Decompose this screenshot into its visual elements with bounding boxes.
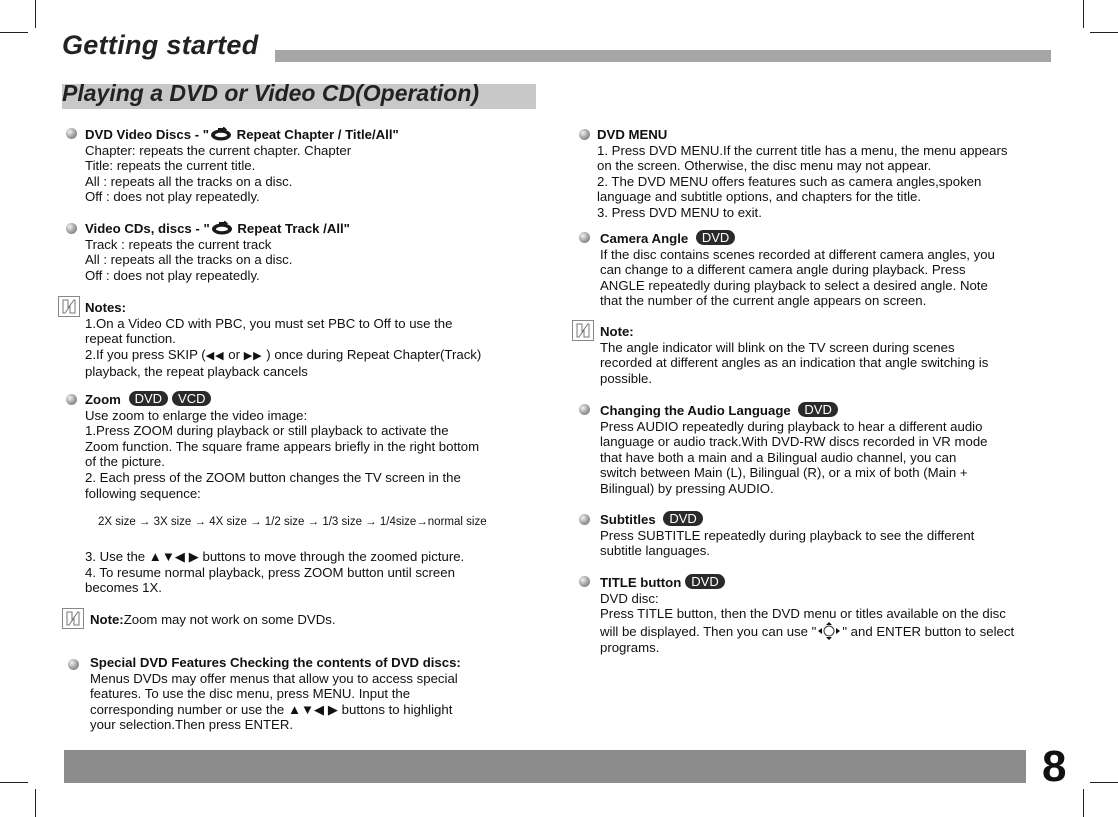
text-line: following sequence: bbox=[85, 485, 201, 501]
text-line: 4. To resume normal playback, press ZOOM button until screen bbox=[85, 564, 455, 580]
vcd-repeat-section bbox=[85, 221, 350, 283]
note-icon bbox=[58, 296, 80, 317]
arrows-icon: ▲▼◀ ▶ bbox=[148, 549, 199, 564]
audio-language-section bbox=[600, 402, 988, 497]
dvd-badge: DVD bbox=[129, 391, 168, 406]
text-line: 3. Press DVD MENU to exit. bbox=[597, 204, 762, 220]
text-line: can change to a different camera angle during playback. Press bbox=[600, 262, 966, 278]
text-line: Zoom function. The square frame appears briefly in the right bottom bbox=[85, 438, 480, 454]
text-line: Chapter: repeats the current chapter. Chapter bbox=[85, 142, 352, 158]
camera-angle-section bbox=[600, 230, 995, 309]
text-line: 2. Each press of the ZOOM button changes the TV screen in the bbox=[85, 469, 461, 485]
zoom-section bbox=[85, 391, 479, 501]
repeat-notes bbox=[85, 300, 481, 380]
crop-mark bbox=[35, 789, 36, 817]
dvd-repeat-section bbox=[85, 127, 399, 205]
text-line: will be displayed. Then you can use " " and ENTER button to select bbox=[600, 623, 1015, 639]
prev-icon: ◀◀ bbox=[205, 349, 225, 362]
bullet-icon bbox=[579, 129, 590, 140]
text-line: DVD disc: bbox=[600, 590, 659, 606]
crop-mark bbox=[1083, 789, 1084, 817]
text-line: that the number of the current angle appears on screen. bbox=[600, 293, 927, 309]
next-icon: ▶▶ bbox=[243, 349, 263, 362]
bullet-icon bbox=[579, 404, 590, 415]
text-line: switch between Main (L), Bilingual (R), or a mix of both (Main + bbox=[600, 465, 968, 481]
subtitles-section bbox=[600, 511, 974, 559]
text-line: If the disc contains scenes recorded at different camera angles, you bbox=[600, 246, 995, 262]
subtitles-heading: Subtitles DVD bbox=[600, 511, 974, 528]
page-title: Getting started bbox=[62, 30, 259, 60]
repeat-icon bbox=[209, 127, 233, 141]
text-line: corresponding number or use the ▲▼◀ ▶ buttons to highlight bbox=[90, 701, 453, 717]
audio-language-heading: Changing the Audio Language DVD bbox=[600, 402, 988, 419]
text-line: Note:Zoom may not work on some DVDs. bbox=[90, 612, 336, 627]
repeat-icon bbox=[210, 221, 234, 235]
text-line: 2. The DVD MENU offers features such as camera angles,spoken bbox=[597, 173, 982, 189]
text-line: Off : does not play repeatedly. bbox=[85, 267, 260, 283]
crop-mark bbox=[1090, 782, 1118, 783]
text-line: 1. Press DVD MENU.If the current title has a menu, the menu appears bbox=[597, 142, 1008, 158]
crop-mark bbox=[1083, 0, 1084, 28]
text-line: ANGLE repeatedly during playback to select a desired angle. Note bbox=[600, 277, 988, 293]
bullet-icon bbox=[66, 223, 77, 234]
note-heading: Note: bbox=[600, 324, 634, 339]
text-line: Off : does not play repeatedly. bbox=[85, 189, 260, 205]
crop-mark bbox=[0, 32, 28, 33]
dvd-badge: DVD bbox=[798, 402, 837, 417]
camera-angle-heading: Camera Angle DVD bbox=[600, 230, 995, 247]
text-line: Press AUDIO repeatedly during playback to hear a different audio bbox=[600, 418, 983, 434]
section-title: Playing a DVD or Video CD(Operation) bbox=[62, 80, 480, 106]
dvd-menu-heading: DVD MENU bbox=[597, 127, 668, 142]
note-icon bbox=[62, 608, 84, 629]
dvd-menu-section bbox=[597, 127, 1007, 221]
special-features-section bbox=[90, 655, 461, 733]
dvd-badge: DVD bbox=[696, 230, 735, 245]
text-line: features. To use the disc menu, press MENU. Input the bbox=[90, 686, 411, 702]
text-line: All : repeats all the tracks on a disc. bbox=[85, 252, 293, 268]
dvd-badge: DVD bbox=[685, 574, 724, 589]
text-line: becomes 1X. bbox=[85, 580, 162, 596]
footer-bar bbox=[64, 750, 1026, 783]
bullet-icon bbox=[66, 394, 77, 405]
zoom-heading: Zoom DVD VCD bbox=[85, 391, 479, 408]
text-line: The angle indicator will blink on the TV screen during scenes bbox=[600, 339, 955, 355]
bullet-icon bbox=[68, 659, 79, 670]
zoom-section-cont bbox=[85, 549, 464, 596]
notes-heading: Notes: bbox=[85, 300, 127, 315]
vcd-badge: VCD bbox=[172, 391, 211, 406]
text-line: All : repeats all the tracks on a disc. bbox=[85, 173, 293, 189]
arrows-icon: ▲▼◀ ▶ bbox=[287, 701, 338, 717]
bullet-icon bbox=[579, 232, 590, 243]
text-line: Title: repeats the current title. bbox=[85, 158, 256, 174]
text-line: playback, the repeat playback cancels bbox=[85, 364, 308, 380]
text-line: repeat function. bbox=[85, 331, 176, 347]
zoom-note bbox=[90, 612, 336, 628]
bullet-icon bbox=[66, 128, 77, 139]
text-line: 1.On a Video CD with PBC, you must set PBC to Off to use the bbox=[85, 315, 453, 331]
bullet-icon bbox=[579, 514, 590, 525]
text-line: Press SUBTITLE repeatedly during playback to see the different bbox=[600, 527, 975, 543]
text-line: 3. Use the ▲▼◀ ▶ buttons to move through the zoomed picture. bbox=[85, 549, 465, 564]
dvd-repeat-heading: DVD Video Discs - " Repeat Chapter / Title/All" bbox=[85, 127, 399, 142]
text-line: on the screen. Otherwise, the disc menu may not appear. bbox=[597, 158, 932, 174]
title-button-section bbox=[600, 574, 1014, 655]
page-number: 8 bbox=[1042, 742, 1067, 791]
text-line: your selection.Then press ENTER. bbox=[90, 717, 294, 733]
text-line: language and subtitle options, and chapters for the title. bbox=[597, 189, 922, 205]
special-heading: Special DVD Features Checking the contents of DVD discs: bbox=[90, 655, 461, 670]
text-line: possible. bbox=[600, 370, 653, 386]
text-line: recorded at different angles as an indication that angle switching is bbox=[600, 355, 989, 371]
note-heading: Note: bbox=[90, 612, 124, 627]
vcd-repeat-heading: Video CDs, discs - " Repeat Track /All" bbox=[85, 221, 350, 236]
text-line: Track : repeats the current track bbox=[85, 236, 272, 252]
zoom-sequence: 2X size → 3X size → 4X size → 1/2 size → 1/3 size → 1/4size→normal size bbox=[98, 516, 487, 528]
text-line: Menus DVDs may offer menus that allow you to access special bbox=[90, 670, 458, 686]
crop-mark bbox=[35, 0, 36, 28]
dvd-badge: DVD bbox=[663, 511, 702, 526]
arrows-icon bbox=[816, 622, 842, 640]
text-line: Use zoom to enlarge the video image: bbox=[85, 407, 308, 423]
crop-mark bbox=[0, 782, 28, 783]
angle-note bbox=[600, 324, 988, 386]
text-line: subtitle languages. bbox=[600, 543, 710, 559]
note-icon bbox=[572, 320, 594, 341]
text-line: 1.Press ZOOM during playback or still playback to activate the bbox=[85, 423, 449, 439]
text-line: of the picture. bbox=[85, 454, 165, 470]
crop-mark bbox=[1090, 32, 1118, 33]
title-button-heading: TITLE button DVD bbox=[600, 574, 1014, 591]
text-line: 2.If you press SKIP (◀◀ or ▶▶ ) once during Repeat Chapter(Track) bbox=[85, 346, 482, 362]
bullet-icon bbox=[579, 576, 590, 587]
text-line: that have both a main and a Bilingual audio channel, you can bbox=[600, 449, 957, 465]
header-bar bbox=[275, 50, 1051, 62]
text-line: Press TITLE button, then the DVD menu or titles available on the disc bbox=[600, 606, 1006, 622]
text-line: Bilingual) by pressing AUDIO. bbox=[600, 480, 774, 496]
text-line: language or audio track.With DVD-RW discs recorded in VR mode bbox=[600, 434, 988, 450]
text-line: programs. bbox=[600, 639, 660, 655]
